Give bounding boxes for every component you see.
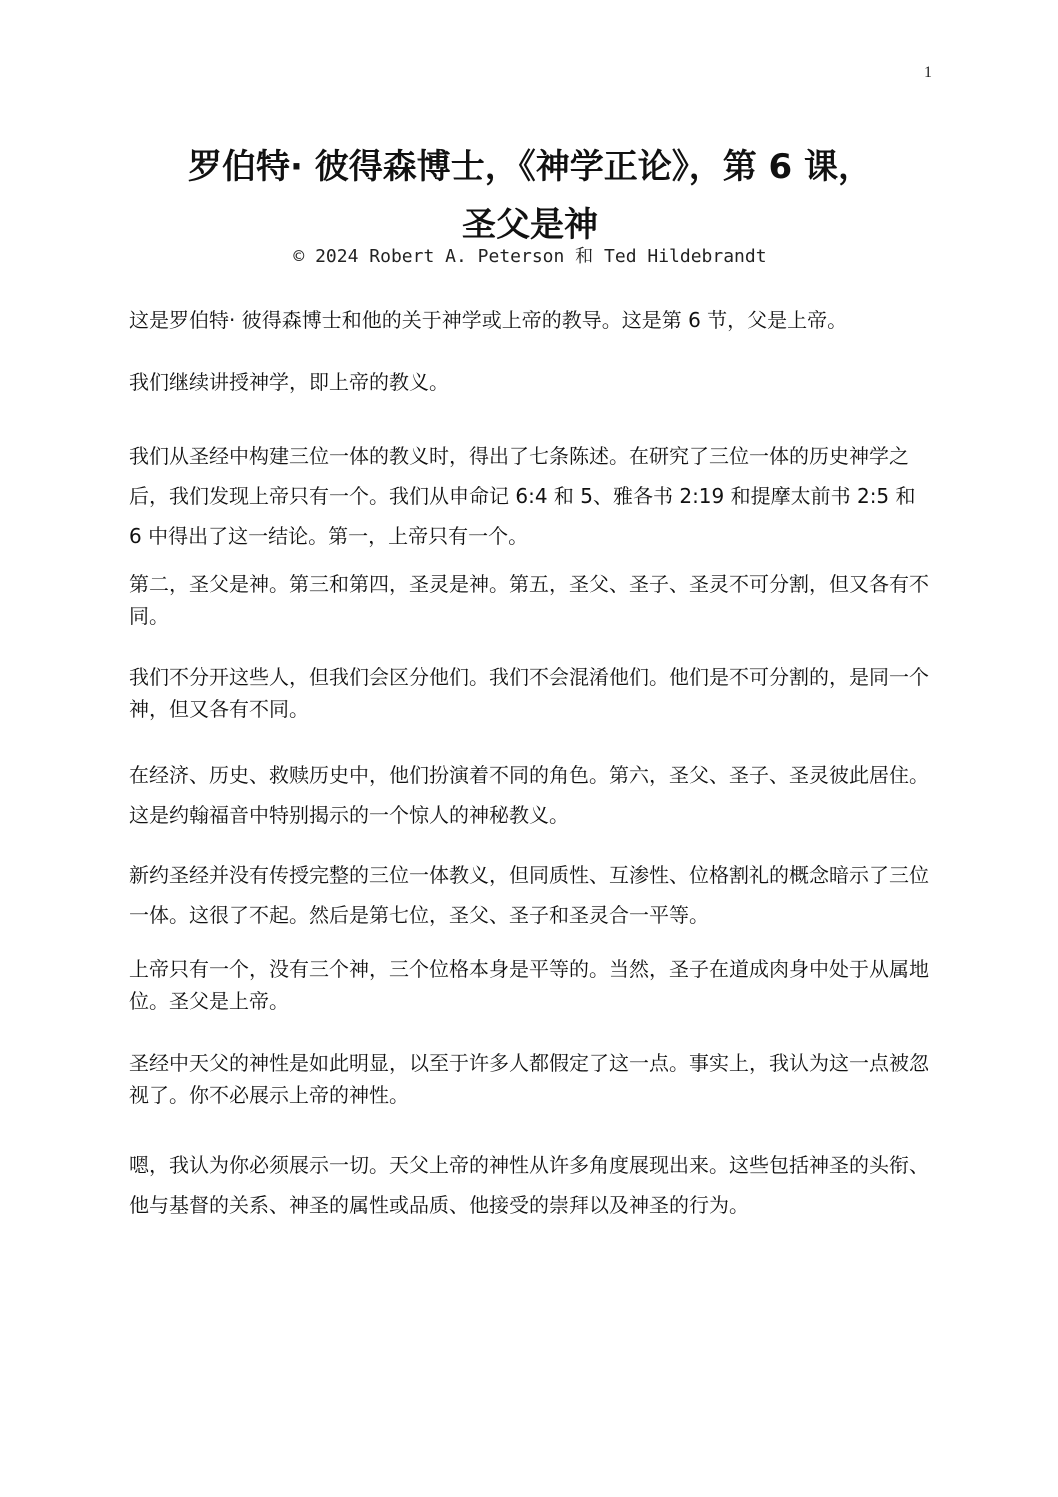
paragraph-2: 我们继续讲授神学，即上帝的教义。 [129,370,449,394]
title-line-2: 圣父是神 [462,205,598,245]
paragraph-8: 上帝只有一个，没有三个神，三个位格本身是平等的。当然，圣子在道成肉身中处于从属地位。圣父是上帝。 [129,957,929,1013]
page-number: 1 [924,64,932,81]
paragraph-9: 圣经中天父的神性是如此明显，以至于许多人都假定了这一点。事实上，我认为这一点被忽视了。你不必展示上帝的神性。 [129,1051,929,1107]
copyright-line: © 2024 Robert A. Peterson 和 Ted Hildebrandt [293,246,767,267]
paragraph-7: 新约圣经并没有传授完整的三位一体教义，但同质性、互渗性、位格割礼的概念暗示了三位一体。这很了不起。然后是第七位，圣父、圣子和圣灵合一平等。 [129,863,929,927]
paragraph-4: 第二，圣父是神。第三和第四，圣灵是神。第五，圣父、圣子、圣灵不可分割，但又各有不同。 [129,572,929,628]
paragraph-10: 嗯，我认为你必须展示一切。天父上帝的神性从许多角度展现出来。这些包括神圣的头衔、他与基督的关系、神圣的属性或品质、他接受的崇拜以及神圣的行为。 [129,1153,929,1217]
document-title [110,138,950,254]
paragraph-6: 在经济、历史、救赎历史中，他们扮演着不同的角色。第六，圣父、圣子、圣灵彼此居住。这是约翰福音中特别揭示的一个惊人的神秘教义。 [129,763,929,827]
paragraph-3: 我们从圣经中构建三位一体的教义时，得出了七条陈述。在研究了三位一体的历史神学之后，我们发现上帝只有一个。我们从申命记 6:4 和 5、雅各书 2:19 和提摩太前书 2:5 和 6 中得出了这一结论。第一，上帝只有一个。 [129,444,916,548]
body-text [129,304,929,1225]
paragraph-5: 我们不分开这些人，但我们会区分他们。我们不会混淆他们。他们是不可分割的，是同一个神，但又各有不同。 [129,665,929,721]
paragraph-1: 这是罗伯特· 彼得森博士和他的关于神学或上帝的教导。这是第 6 节，父是上帝。 [129,308,848,332]
title-line-1: 罗伯特· 彼得森博士，《神学正论》，第 6 课， [187,147,873,187]
